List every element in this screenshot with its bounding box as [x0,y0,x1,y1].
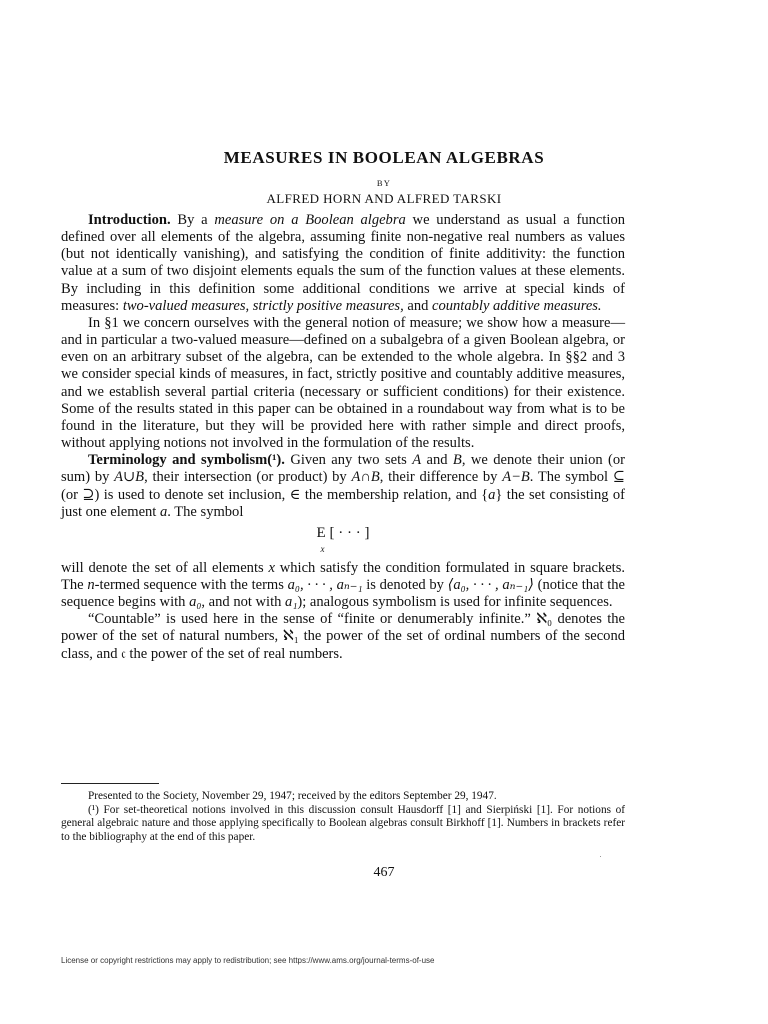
term-text-7: } the set consisting of just one element [61,486,626,520]
paper-authors: ALFRED HORN AND ALFRED TARSKI [266,191,502,206]
terminology-heading: Terminology and symbolism(¹). [88,452,285,469]
symbol-a1: a₁ [285,594,298,611]
formula-main: E [ · · · ] [316,524,370,541]
intro-italic-1: measure on a Boolean algebra [214,212,406,228]
page-number: 467 [373,865,395,880]
symbol-intersection: A∩B [351,469,380,486]
seq-text-6: , and not with [201,594,286,611]
seq-text-2: which satisfy the condition formulated in square brackets. The [61,559,626,593]
symbol-a0: a₀ [189,594,202,611]
term-text-2: and [421,452,453,469]
countable-paragraph: “Countable” is used here in the sense of “finite or denumerably infinite.” ℵ₀ denotes the power of the set of natural numbers, ℵ₁ the power of the set of ordinal numbers of the second class, and 𝔠 the power of the set of real numbers. [61,611,625,662]
paper-body [61,212,625,663]
term-text-6: . The symbol ⊆ (or ⊇) is used to denote set inclusion, ∈ the membership relation, and { [61,469,625,503]
intro-text-1: By a [170,212,215,228]
symbol-sequence-terms: a₀, · · · , aₙ₋₁ [287,576,363,593]
footnotes [61,790,625,844]
sequence-paragraph [61,560,625,611]
intro-text-2: we understand as usual a function defined over all elements of the algebra, assuming finite non-negative real numbers as values (but not identically vanishing), and satisfying the condition of finite additivity: the function value at a sum of two disjoint elements equals the sum of the function values at these elements. By including in this definition some additional conditions we arrive at special kinds of measures: [61,212,625,314]
symbol-x: x [268,559,275,576]
footnote-1: (¹) For set-theoretical notions involved in this discussion consult Hausdorff [1] and Sierpiński [1]. For notions of general algebraic nature and those applying specifically to Boolean algebras consult Birkhoff [1]. Numbers in brackets refer to the bibliography at the end of this paper. [61,803,625,843]
paper-title: MEASURES IN BOOLEAN ALGEBRAS [223,148,545,167]
symbol-element-a-2: a [159,503,168,520]
byline-label: BY [376,178,392,188]
seq-text-1: will denote the set of all elements [61,559,269,576]
license-notice: License or copyright restrictions may apply to redistribution; see https://www.ams.org/journal-terms-of-use [61,956,435,965]
set-builder-formula [61,524,625,554]
intro-paragraph [61,212,625,315]
presented-note: Presented to the Society, November 29, 1947; received by the editors September 29, 1947. [88,790,497,802]
term-text-8: . The symbol [167,503,244,520]
symbol-sequence: ⟨a₀, · · · , aₙ₋₁⟩ [447,576,534,593]
intro-italic-3: countably additive measures. [432,297,602,314]
intro-text-3: and [403,297,433,314]
symbol-union: A∪B [114,469,145,486]
term-text-4: , their intersection (or product) by [144,469,352,486]
terminology-paragraph [61,452,625,521]
symbol-a-set: A [412,452,422,469]
scan-speck [600,856,601,857]
seq-text-3: -termed sequence with the terms [94,576,288,593]
intro-italic-2: two-valued measures, strictly positive measures, [122,297,404,314]
symbol-b-set: B [452,452,462,469]
symbol-n: n [87,576,95,593]
seq-text-7: ); analogous symbolism is used for infinite sequences. [297,594,613,611]
term-text-1: Given any two sets [284,452,413,469]
overview-paragraph: In §1 we concern ourselves with the general notion of measure; we show how a measure—and in particular a two-valued measure—defined on a subalgebra of a given Boolean algebra, or even on an arbitrary subset of the algebra, can be extended to the whole algebra. In §§2 and 3 we consider special kinds of measures, in fact, strictly positive and countably additive measures, and we establish several partial criteria (necessary or sufficient conditions) for their existence. Some of the results stated in this paper can be obtained in a roundabout way from what is to be found in the literature, but they will be provided here with rather simple and direct proofs, without applying notions not involved in the formulation of the results. [61,314,625,452]
seq-text-5: (notice that the sequence begins with [61,576,625,611]
formula-expression [316,524,370,554]
term-text-3: , we denote their union (or sum) by [61,452,626,486]
term-text-5: , their difference by [379,469,503,486]
intro-heading: Introduction. [88,212,171,228]
symbol-difference: A−B [502,469,530,486]
symbol-element-a: a [488,486,496,503]
footnote-divider [61,783,159,784]
seq-text-4: is denoted by [362,576,448,593]
formula-subscript: x [320,543,325,554]
